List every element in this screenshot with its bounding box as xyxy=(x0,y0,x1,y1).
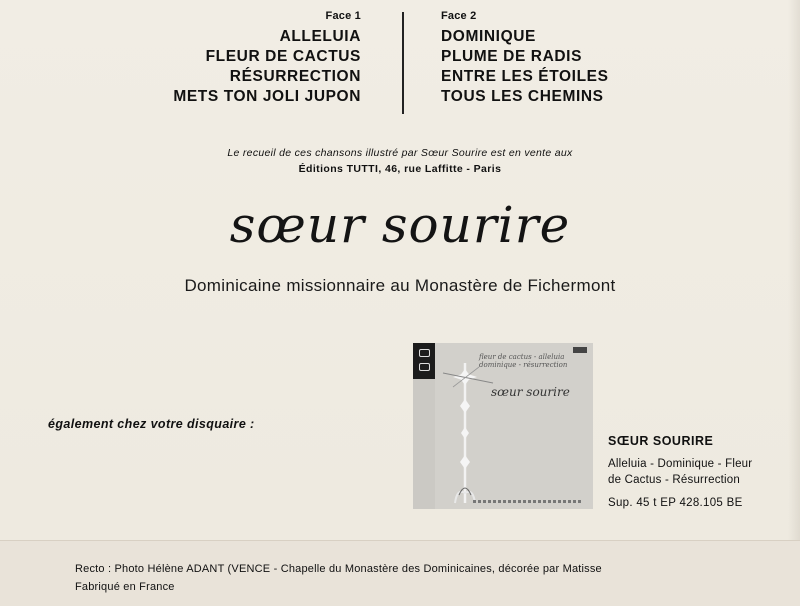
promo-tracks xyxy=(608,456,788,488)
face-2-track: ENTRE LES ÉTOILES xyxy=(441,68,609,85)
face-2-track: PLUME DE RADIS xyxy=(441,48,583,65)
promo-tracks-line: de Cactus - Résurrection xyxy=(608,474,740,486)
album-thumbnail xyxy=(413,343,593,509)
face-2-track: TOUS LES CHEMINS xyxy=(441,88,604,105)
thumbnail-tracklist: fleur de cactus - alleluia dominique - résurrection xyxy=(479,353,568,369)
face-1-label: Face 1 xyxy=(325,10,361,22)
also-available-label: également chez votre disquaire : xyxy=(48,417,255,431)
made-in-label: Fabriqué en France xyxy=(75,581,175,593)
sleeve-edge-shadow xyxy=(788,0,800,540)
face-2-label: Face 2 xyxy=(441,10,477,22)
thumbnail-footer xyxy=(473,500,583,503)
thumbnail-artist: sœur sourire xyxy=(491,385,570,399)
label-logo-icon xyxy=(413,343,435,379)
face-1-track: FLEUR DE CACTUS xyxy=(205,48,361,65)
face-2-track: DOMINIQUE xyxy=(441,28,536,45)
artist-name: sœur sourire xyxy=(229,196,571,254)
photo-credit: Recto : Photo Hélène ADANT (VENCE - Chapelle du Monastère des Dominicaines, décorée par Matisse xyxy=(75,563,602,575)
face-1-track: ALLELUIA xyxy=(279,28,361,45)
catalog-number: Sup. 45 t EP 428.105 BE xyxy=(608,497,743,509)
promo-tracks-line: Alleluia - Dominique - Fleur xyxy=(608,458,753,470)
artist-subtitle: Dominicaine missionnaire au Monastère de Fichermont xyxy=(184,276,616,295)
face-1-track: METS TON JOLI JUPON xyxy=(173,88,361,105)
face-2-column xyxy=(441,10,701,107)
face-divider xyxy=(402,12,404,114)
songbook-notice: Le recueil de ces chansons illustré par Sœur Sourire est en vente aux xyxy=(227,147,573,159)
face-1-track: RÉSURRECTION xyxy=(229,68,361,85)
promo-title: SŒUR SOURIRE xyxy=(608,434,714,448)
face-1-column xyxy=(101,10,361,107)
publisher-address: Éditions TUTTI, 46, rue Laffitte - Paris xyxy=(298,163,502,175)
